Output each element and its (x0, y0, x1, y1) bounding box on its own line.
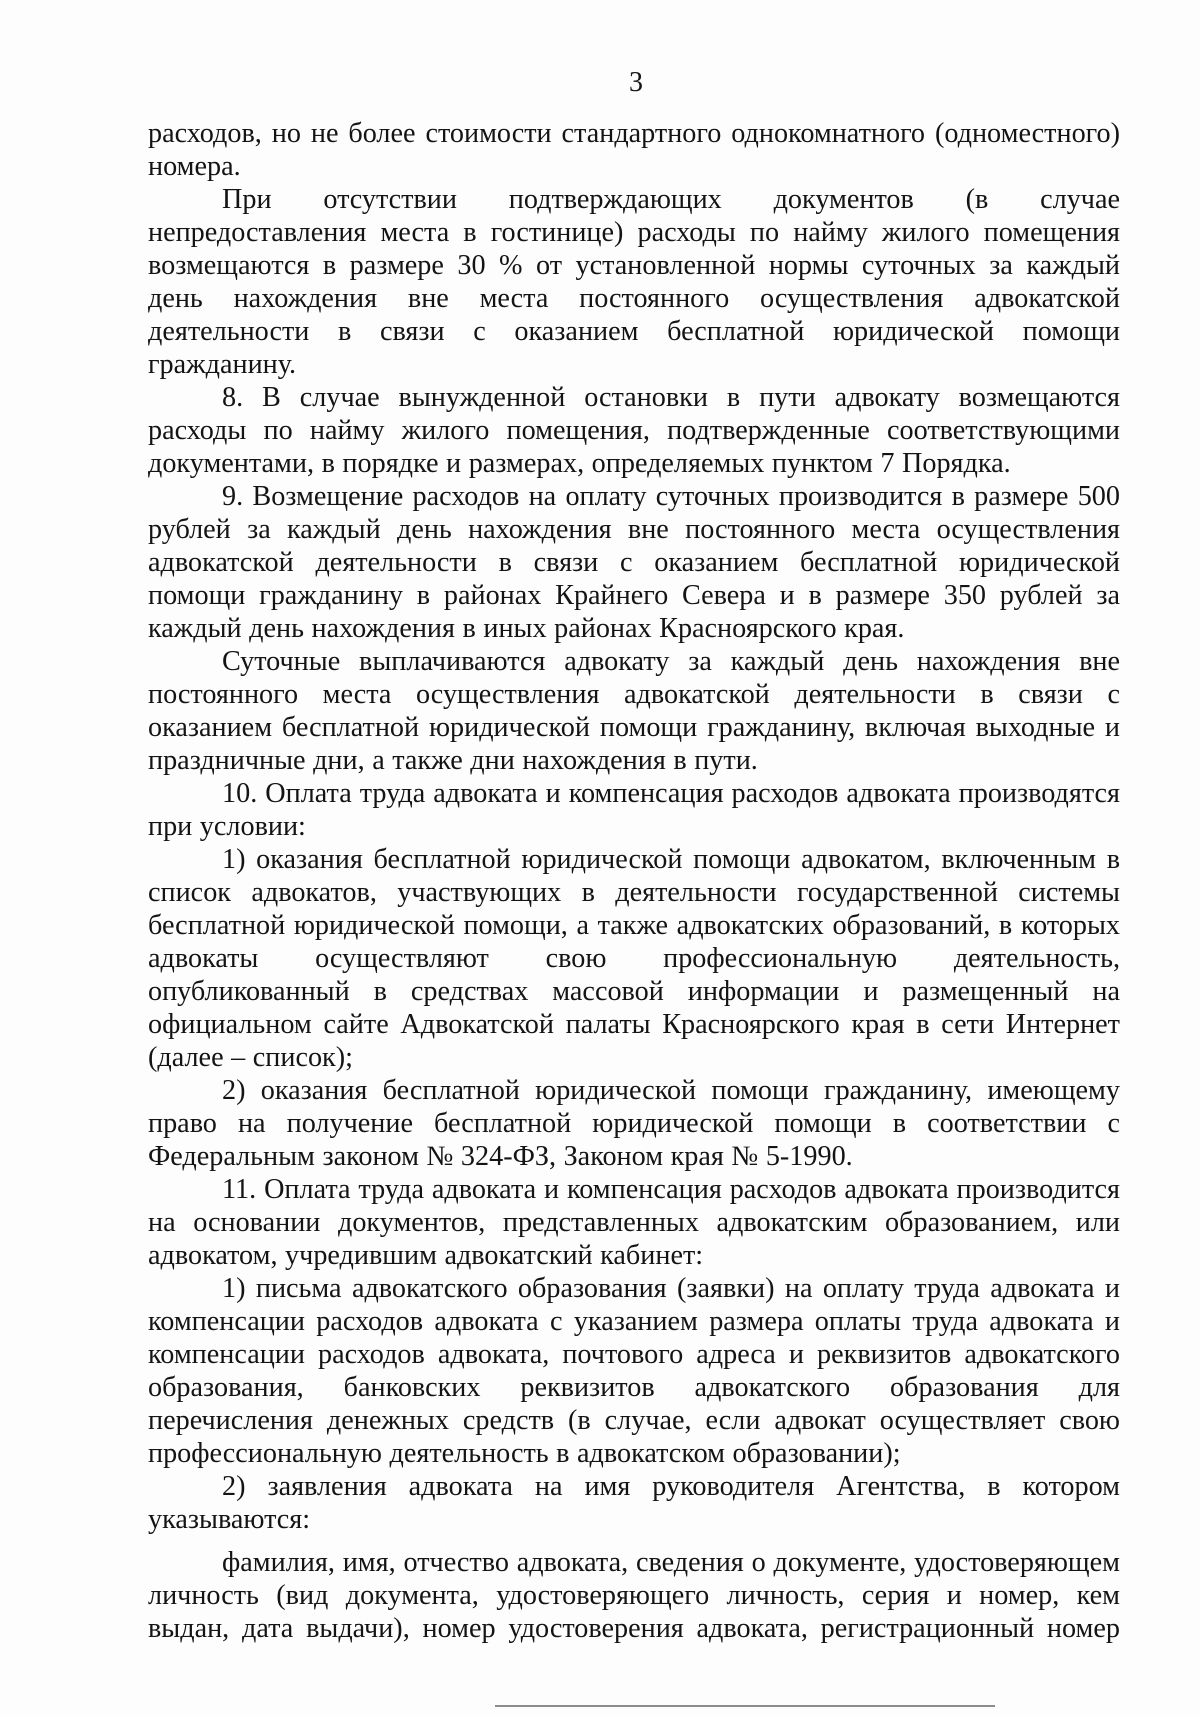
page-number: 3 (629, 67, 643, 98)
paragraph-applicant-details: фамилия, имя, отчество адвоката, сведения о документе, удостоверяющем личность (вид документа, удостоверяющего личность, серия и номер, кем выдан, дата выдачи), номер удостоверения адвоката, регистрационный номер (148, 1547, 1120, 1644)
document-body (148, 117, 1120, 1645)
paragraph-item-11-1: 1) письма адвокатского образования (заявки) на оплату труда адвоката и компенсации расходов адвоката с указанием размера оплаты труда адвоката и компенсации расходов адвоката, почтового адреса и реквизитов адвокатского образования, банковских реквизитов адвокатского образования для перечисления денежных средств (в случае, если адвокат осуществляет свою профессиональную деятельность в адвокатском образовании); (148, 1273, 1120, 1469)
paragraph-item-8: 8. В случае вынужденной остановки в пути адвокату возмещаются расходы по найму жилого помещения, подтвержденные соответствующими документами, в порядке и размерах, определяемых пунктом 7 Порядка. (148, 382, 1120, 479)
paragraph-item-9: 9. Возмещение расходов на оплату суточных производится в размере 500 рублей за каждый день нахождения вне постоянного места осуществления адвокатской деятельности в связи с оказанием бесплатной юридической помощи гражданину в районах Крайнего Севера и в размере 350 рублей за каждый день нахождения в иных районах Красноярского края. (148, 481, 1120, 644)
paragraph-no-documents: При отсутствии подтверждающих документов (в случае непредоставления места в гостинице) расходы по найму жилого помещения возмещаются в размере 30 % от установленной нормы суточных за каждый день нахождения вне места постоянного осуществления адвокатской деятельности в связи с оказанием бесплатной юридической помощи гражданину. (148, 184, 1120, 380)
paragraph-item-11-2: 2) заявления адвоката на имя руководителя Агентства, в котором указываются: (148, 1471, 1120, 1535)
paragraph-item-10-2: 2) оказания бесплатной юридической помощи гражданину, имеющему право на получение бесплатной юридической помощи в соответствии с Федеральным законом № 324-ФЗ, Законом края № 5-1990. (148, 1075, 1120, 1172)
paragraph-item-10: 10. Оплата труда адвоката и компенсация расходов адвоката производятся при условии: (148, 778, 1120, 842)
scan-edge-line (495, 1705, 995, 1707)
paragraph-continuation: расходов, но не более стоимости стандартного однокомнатного (одноместного) номера. (148, 118, 1120, 182)
paragraph-item-11: 11. Оплата труда адвоката и компенсация расходов адвоката производится на основании документов, представленных адвокатским образованием, или адвокатом, учредившим адвокатский кабинет: (148, 1174, 1120, 1271)
paragraph-item-10-1: 1) оказания бесплатной юридической помощи адвокатом, включенным в список адвокатов, участвующих в деятельности государственной системы бесплатной юридической помощи, а также адвокатских образований, в которых адвокаты осуществляют свою профессиональную деятельность, опубликованный в средствах массовой информации и размещенный на официальном сайте Адвокатской палаты Красноярского края в сети Интернет (далее – список); (148, 844, 1120, 1073)
paragraph-daily-allowance: Суточные выплачиваются адвокату за каждый день нахождения вне постоянного места осуществления адвокатской деятельности в связи с оказанием бесплатной юридической помощи гражданину, включая выходные и праздничные дни, а также дни нахождения в пути. (148, 646, 1120, 776)
